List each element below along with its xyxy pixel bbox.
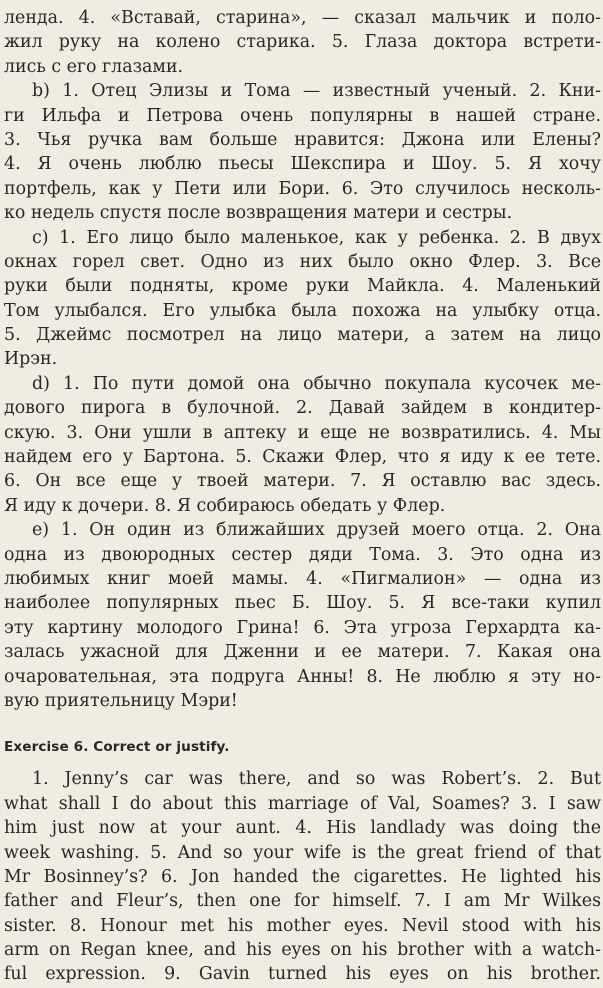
- text-line: ко недель спустя после возвращения матери и сестры.: [4, 203, 513, 224]
- text-line: 3. Чья ручка вам больше нравится: Джона или Елены?: [4, 129, 601, 150]
- text-line: найдем его у Бартона. 5. Скажи Флер, что я иду к ее тете.: [4, 447, 601, 468]
- text-line: sister. 8. Honour met his mother eyes. Nevil stood with his: [4, 915, 601, 936]
- text-line: портфель, как у Пети или Бори. 6. Это случилось несколь-: [4, 178, 601, 199]
- text-line: одна из двоюродных сестер дяди Тома. 3. Это одна из: [4, 544, 601, 565]
- part-e-first-line: e) 1. Он один из ближайших друзей моего отца. 2. Она: [32, 520, 601, 541]
- exercise-heading: Exercise 6. Correct or justify.: [4, 739, 230, 756]
- text-line: эту картину молодого Грина! 6. Эта угроза Герхардта ка-: [4, 617, 601, 638]
- text-line: скую. 3. Они ушли в аптеку и еще не возвратились. 4. Мы: [4, 422, 601, 443]
- text-line: жил руку на колено старика. 5. Глаза доктора встрети-: [4, 32, 601, 53]
- text-line: наиболее популярных пьес Б. Шоу. 5. Я все-таки купил: [4, 593, 601, 614]
- text-line: arm on Regan knee, and his eyes on his brother with a watch-: [4, 940, 601, 961]
- text-line: week washing. 5. And so your wife is the great friend of that: [4, 842, 601, 863]
- part-c-first-line: c) 1. Его лицо было маленькое, как у ребенка. 2. В двух: [32, 227, 601, 248]
- text-line: залась ужасной для Дженни и ее матери. 7. Какая она: [4, 642, 601, 663]
- text-line: окнах горел свет. Одно из них было окно Флер. 3. Все: [4, 251, 601, 272]
- text-line: лись с его глазами.: [4, 56, 184, 77]
- text-line: ленда. 4. «Вставай, старина», — сказал мальчик и поло-: [4, 8, 601, 28]
- english-exercise-text: [4, 767, 601, 987]
- part-b-first-line: b) 1. Отец Элизы и Тома — известный ученый. 2. Кни-: [32, 81, 601, 102]
- text-line: ги Ильфа и Петрова очень популярны в нашей стране.: [4, 105, 601, 126]
- text-line: 4. Я очень люблю пьесы Шекспира и Шоу. 5. Я хочу: [4, 154, 601, 175]
- text-line: him just now at your aunt. 4. His landlady was doing the: [4, 818, 601, 839]
- russian-exercise-text: [4, 6, 601, 713]
- part-d-first-line: d) 1. По пути домой она обычно покупала кусочек ме-: [32, 373, 601, 394]
- text-line: очаровательная, эта подруга Анны! 8. Не люблю я эту но-: [4, 666, 601, 687]
- text-line: Ирэн.: [4, 349, 58, 370]
- text-line: Я иду к дочери. 8. Я собираюсь обедать у Флер.: [4, 495, 446, 516]
- text-line: what shall I do about this marriage of Val, Soames? 3. I saw: [4, 793, 601, 814]
- text-line: Mr Bosinney’s? 6. Jon handed the cigarettes. He lighted his: [4, 866, 601, 887]
- text-line: 6. Он все еще у твоей матери. 7. Я оставлю вас здесь.: [4, 471, 601, 492]
- text-line: вую приятельницу Мэри!: [4, 690, 238, 711]
- text-line: Том улыбался. Его улыбка была похожа на улыбку отца.: [4, 300, 601, 321]
- text-line: руки были подняты, кроме руки Майкла. 4. Маленький: [4, 276, 601, 297]
- text-line: ful expression. 9. Gavin turned his eyes on his brother.: [4, 964, 601, 985]
- exercise-first-line: 1. Jenny’s car was there, and so was Robert’s. 2. But: [32, 769, 601, 790]
- text-line: любимых книг моей мамы. 4. «Пигмалион» — одна из: [4, 568, 601, 589]
- text-line: 5. Джеймс посмотрел на лицо матери, а затем на лицо: [4, 325, 601, 346]
- text-line: father and Fleur’s, then one for himself. 7. I am Mr Wilkes: [4, 891, 601, 912]
- text-line: дового пирога в булочной. 2. Давай зайдем в кондитер-: [4, 398, 601, 419]
